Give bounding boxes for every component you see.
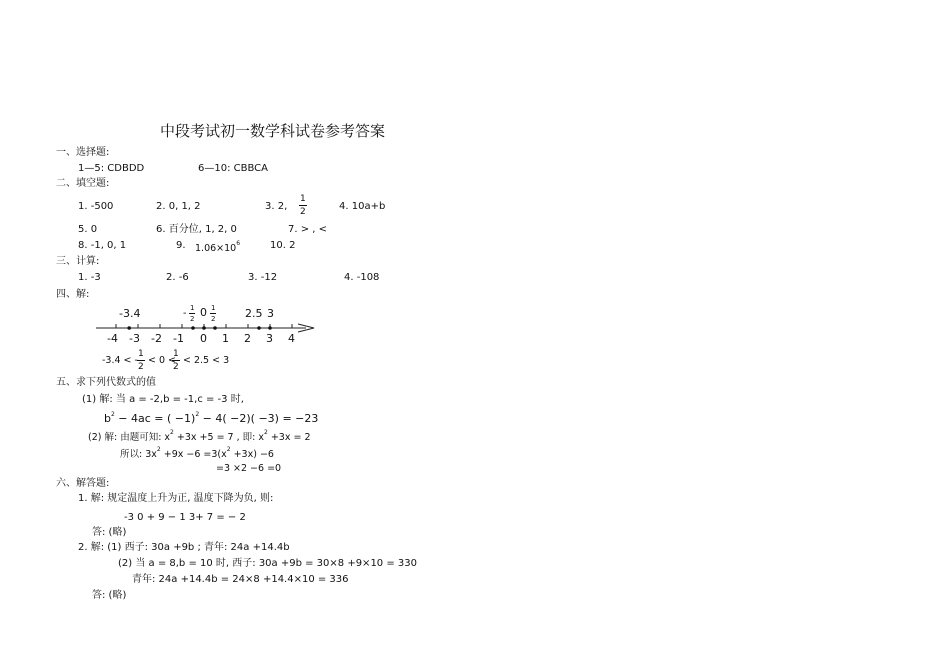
section-6-heading: 六、解答题:	[56, 478, 110, 489]
s2-q9-exponent: 6	[236, 240, 241, 247]
s6-q1-equation: -3 0 + 9 − 1 3+ 7 = − 2	[124, 512, 246, 523]
s5-part3-c: +3x) −6	[230, 449, 274, 460]
eq-term-b: b	[104, 412, 111, 425]
section-2-heading: 二、填空题:	[56, 178, 110, 189]
eq-end: − 4( −2)( −3) = −23	[199, 412, 319, 425]
eq-exponent: 2	[170, 429, 174, 436]
page-title: 中段考试初一数学科试卷参考答案	[160, 122, 386, 140]
s5-part1-intro: (1) 解: 当 a = -2,b = -1,c = -3 时,	[82, 394, 244, 405]
tick-label: 1	[222, 332, 229, 345]
label-2-5: 2.5	[245, 307, 263, 320]
s6-q2-part2: (2) 当 a = 8,b = 10 时, 西子: 30a +9b = 30×8 +9×10 = 330	[118, 558, 417, 569]
s6-q2-answer: 答: (略)	[92, 590, 127, 601]
number-point	[213, 326, 217, 330]
s6-q2-part3: 青年: 24a +14.4b = 24×8 +14.4×10 = 336	[132, 574, 349, 585]
fraction-numerator: 1	[300, 194, 306, 204]
s2-q9-label: 9.	[176, 240, 186, 251]
s2-q5: 5. 0	[78, 224, 98, 235]
s1-answers-1-5: 1—5: CDBDD	[78, 163, 145, 174]
tick-label: 2	[244, 332, 251, 345]
s2-q6: 6. 百分位, 1, 2, 0	[156, 224, 237, 235]
order-part-c: < 2.5 < 3	[183, 355, 230, 366]
number-point	[268, 326, 272, 330]
s2-q4: 4. 10a+b	[339, 201, 386, 212]
eq-exponent: 2	[195, 411, 200, 418]
s3-q2: 2. -6	[166, 272, 189, 283]
label-neg-half-sign: -	[183, 308, 187, 319]
order-part-a: -3.4 < -	[102, 355, 138, 366]
fraction-numerator: 1	[190, 304, 195, 312]
s5-part3-a: 所以: 3x	[120, 449, 157, 460]
s2-q8: 8. -1, 0, 1	[78, 240, 127, 251]
tick-label: 4	[288, 332, 295, 345]
tick-label: 0	[200, 332, 207, 345]
tick-label: -3	[129, 332, 140, 345]
s5-part2-a: (2) 解: 由题可知: x	[88, 432, 171, 443]
s2-q10: 10. 2	[270, 240, 296, 251]
s6-q1-answer: 答: (略)	[92, 527, 127, 538]
eq-exponent: 2	[156, 446, 161, 453]
order-part-b: < 0 <	[148, 355, 177, 366]
section-1-heading: 一、选择题:	[56, 147, 110, 158]
eq-exponent: 2	[226, 446, 231, 453]
fraction-numerator: 1	[138, 349, 144, 359]
label-zero-top: 0	[200, 306, 207, 319]
s1-answers-6-10: 6—10: CBBCA	[198, 163, 268, 174]
eq-exponent: 2	[264, 429, 268, 436]
s5-part3	[120, 447, 274, 460]
tick-label: -2	[151, 332, 162, 345]
section-3-heading: 三、计算:	[56, 256, 100, 267]
tick-label: -4	[107, 332, 118, 345]
fraction-numerator: 1	[173, 349, 179, 359]
s5-part2	[88, 430, 311, 443]
tick-label: -1	[173, 332, 184, 345]
fraction-denominator: 2	[211, 315, 216, 323]
fraction-numerator: 1	[211, 304, 216, 312]
s3-q4: 4. -108	[344, 272, 380, 283]
number-point	[202, 326, 206, 330]
label-neg-3-4: -3.4	[119, 307, 141, 320]
s2-q9-mantissa: 1.06×10	[195, 243, 237, 254]
eq-exponent: 2	[110, 411, 115, 418]
fraction-denominator: 2	[173, 362, 179, 372]
fraction-denominator: 2	[190, 315, 195, 323]
s5-part2-c: +3x = 2	[267, 432, 311, 443]
s5-part3-b: +9x −6 =3(x	[160, 449, 227, 460]
number-point	[127, 326, 131, 330]
section-5-heading: 五、求下列代数式的值	[56, 377, 156, 388]
s2-q1: 1. -500	[78, 201, 114, 212]
s5-part4: =3 ×2 −6 =0	[216, 463, 282, 474]
s2-q3: 3. 2,	[265, 201, 288, 212]
s3-q1: 1. -3	[78, 272, 101, 283]
order-fraction-2	[172, 350, 180, 372]
number-point	[191, 326, 195, 330]
section-4-heading: 四、解:	[56, 289, 90, 300]
fraction-denominator: 2	[300, 207, 306, 217]
order-fraction-1	[137, 350, 145, 372]
s3-q3: 3. -12	[248, 272, 278, 283]
s5-part1-equation	[104, 412, 318, 424]
number-point	[257, 326, 261, 330]
label-3-top: 3	[267, 307, 274, 320]
s6-q1: 1. 解: 规定温度上升为正, 温度下降为负, 则:	[78, 493, 274, 504]
s2-q2: 2. 0, 1, 2	[156, 201, 201, 212]
eq-middle: − 4ac = ( −1)	[114, 412, 196, 425]
tick-label: 3	[266, 332, 273, 345]
s5-part2-b: +3x +5 = 7 , 即: x	[173, 432, 264, 443]
s6-q2-part1: 2. 解: (1) 西子: 30a +9b ; 青年: 24a +14.4b	[78, 542, 290, 553]
fraction-denominator: 2	[138, 362, 144, 372]
s2-q7: 7. > , <	[288, 224, 328, 235]
